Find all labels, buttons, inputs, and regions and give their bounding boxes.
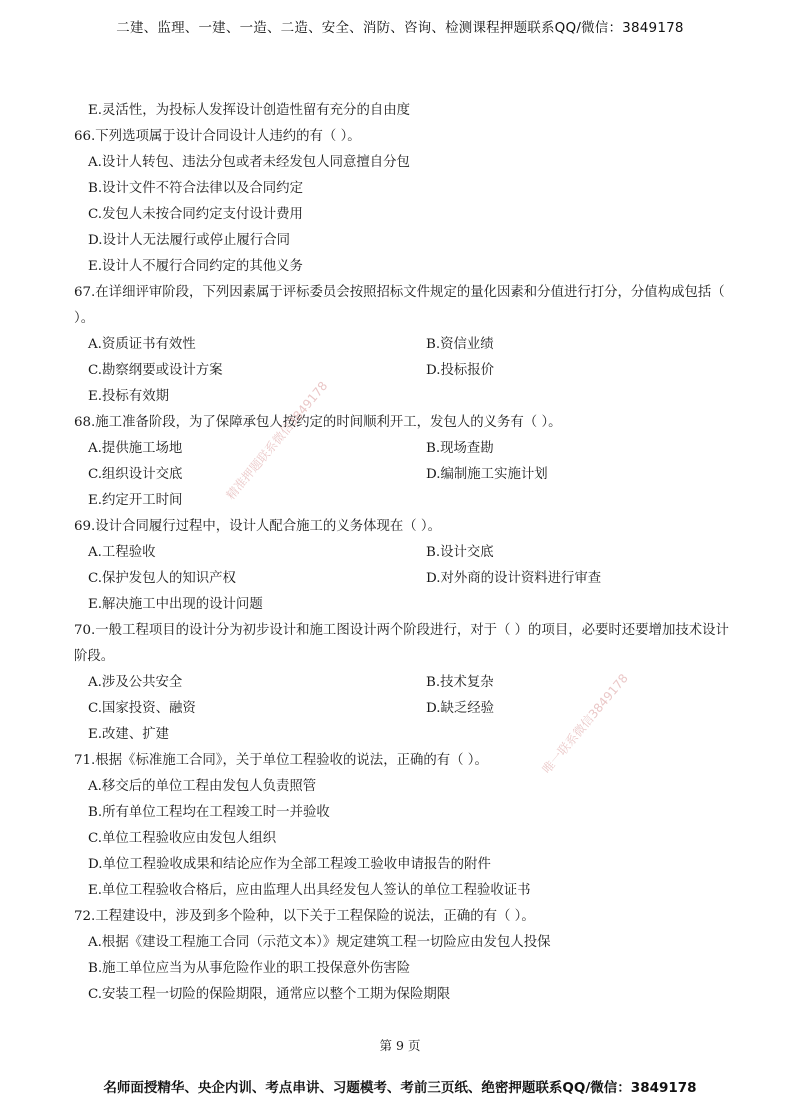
watermark: 唯一联系微信3849178	[539, 671, 631, 777]
q68-option-d: D.编制施工实施计划	[426, 467, 548, 482]
q66-option-a: A.设计人转包、违法分包或者未经发包人同意擅自分包	[88, 155, 410, 170]
page-number: 第 9 页	[379, 1038, 421, 1053]
q70-option-c: C.国家投资、融资	[88, 701, 196, 716]
q71-option-e: E.单位工程验收合格后，应由监理人出具经发包人签认的单位工程验收证书	[88, 883, 531, 898]
q68-option-a: A.提供施工场地	[88, 441, 183, 456]
q71-option-a: A.移交后的单位工程由发包人负责照管	[88, 779, 317, 794]
option-e-prev: E.灵活性，为投标人发挥设计创造性留有充分的自由度	[88, 103, 411, 118]
q71-option-c: C.单位工程验收应由发包人组织	[88, 831, 277, 846]
q69-option-b: B.设计交底	[426, 545, 494, 560]
q69-option-a: A.工程验收	[88, 545, 156, 560]
q70-option-a: A.涉及公共安全	[88, 675, 183, 690]
q70-row-cd	[74, 696, 734, 722]
question-67-stem: 67.在详细评审阶段，下列因素属于评标委员会按照招标文件规定的量化因素和分值进行打分，分值构成包括（ ）。	[74, 285, 725, 326]
q67-row-cd	[74, 358, 734, 384]
q72-option-b: B.施工单位应当为从事危险作业的职工投保意外伤害险	[88, 961, 411, 976]
q71-option-b: B.所有单位工程均在工程竣工时一并验收	[88, 805, 330, 820]
q70-row-ab	[74, 670, 734, 696]
q66-option-c: C.发包人未按合同约定支付设计费用	[88, 207, 303, 222]
q72-option-a: A.根据《建设工程施工合同（示范文本）》规定建筑工程一切险应由发包人投保	[88, 935, 551, 950]
q67-row-ab	[74, 332, 734, 358]
q70-option-e: E.改建、扩建	[88, 727, 169, 742]
q67-option-c: C.勘察纲要或设计方案	[88, 363, 223, 378]
question-70-stem: 70.一般工程项目的设计分为初步设计和施工图设计两个阶段进行，对于（ ）的项目，必要时还要增加技术设计阶段。	[74, 623, 729, 664]
q69-option-d: D.对外商的设计资料进行审查	[426, 571, 602, 586]
q68-option-c: C.组织设计交底	[88, 467, 183, 482]
q72-option-c: C.安装工程一切险的保险期限，通常应以整个工期为保险期限	[88, 987, 451, 1002]
q68-row-cd	[74, 462, 734, 488]
page-header: 二建、监理、一建、一造、二造、安全、消防、咨询、检测课程押题联系QQ/微信：3849178	[116, 20, 684, 36]
q68-option-b: B.现场查勘	[426, 441, 494, 456]
q66-option-e: E.设计人不履行合同约定的其他义务	[88, 259, 303, 274]
q69-row-ab	[74, 540, 734, 566]
watermark: 精准押题联系微信3849178	[223, 378, 331, 503]
page-footer: 名师面授精华、央企内训、考点串讲、习题模考、考前三页纸、绝密押题联系QQ/微信：3849178	[103, 1080, 697, 1096]
q68-row-ab	[74, 436, 734, 462]
q68-option-e: E.约定开工时间	[88, 493, 183, 508]
q71-option-d: D.单位工程验收成果和结论应作为全部工程竣工验收申请报告的附件	[88, 857, 491, 872]
q66-option-b: B.设计文件不符合法律以及合同约定	[88, 181, 303, 196]
question-content	[74, 98, 734, 1008]
q70-option-d: D.缺乏经验	[426, 701, 495, 716]
question-69-stem: 69.设计合同履行过程中，设计人配合施工的义务体现在（ ）。	[74, 519, 442, 534]
question-71-stem: 71.根据《标准施工合同》，关于单位工程验收的说法，正确的有（ ）。	[74, 753, 488, 768]
question-72-stem: 72.工程建设中，涉及到多个险种，以下关于工程保险的说法，正确的有（ ）。	[74, 909, 535, 924]
q70-option-b: B.技术复杂	[426, 675, 494, 690]
q67-option-b: B.资信业绩	[426, 337, 494, 352]
q67-option-d: D.投标报价	[426, 363, 495, 378]
q69-row-cd	[74, 566, 734, 592]
q67-option-e: E.投标有效期	[88, 389, 169, 404]
q66-option-d: D.设计人无法履行或停止履行合同	[88, 233, 290, 248]
question-68-stem: 68.施工准备阶段，为了保障承包人按约定的时间顺利开工，发包人的义务有（ ）。	[74, 415, 562, 430]
question-66-stem: 66.下列选项属于设计合同设计人违约的有（ ）。	[74, 129, 361, 144]
q67-option-a: A.资质证书有效性	[88, 337, 196, 352]
q69-option-c: C.保护发包人的知识产权	[88, 571, 236, 586]
q69-option-e: E.解决施工中出现的设计问题	[88, 597, 263, 612]
